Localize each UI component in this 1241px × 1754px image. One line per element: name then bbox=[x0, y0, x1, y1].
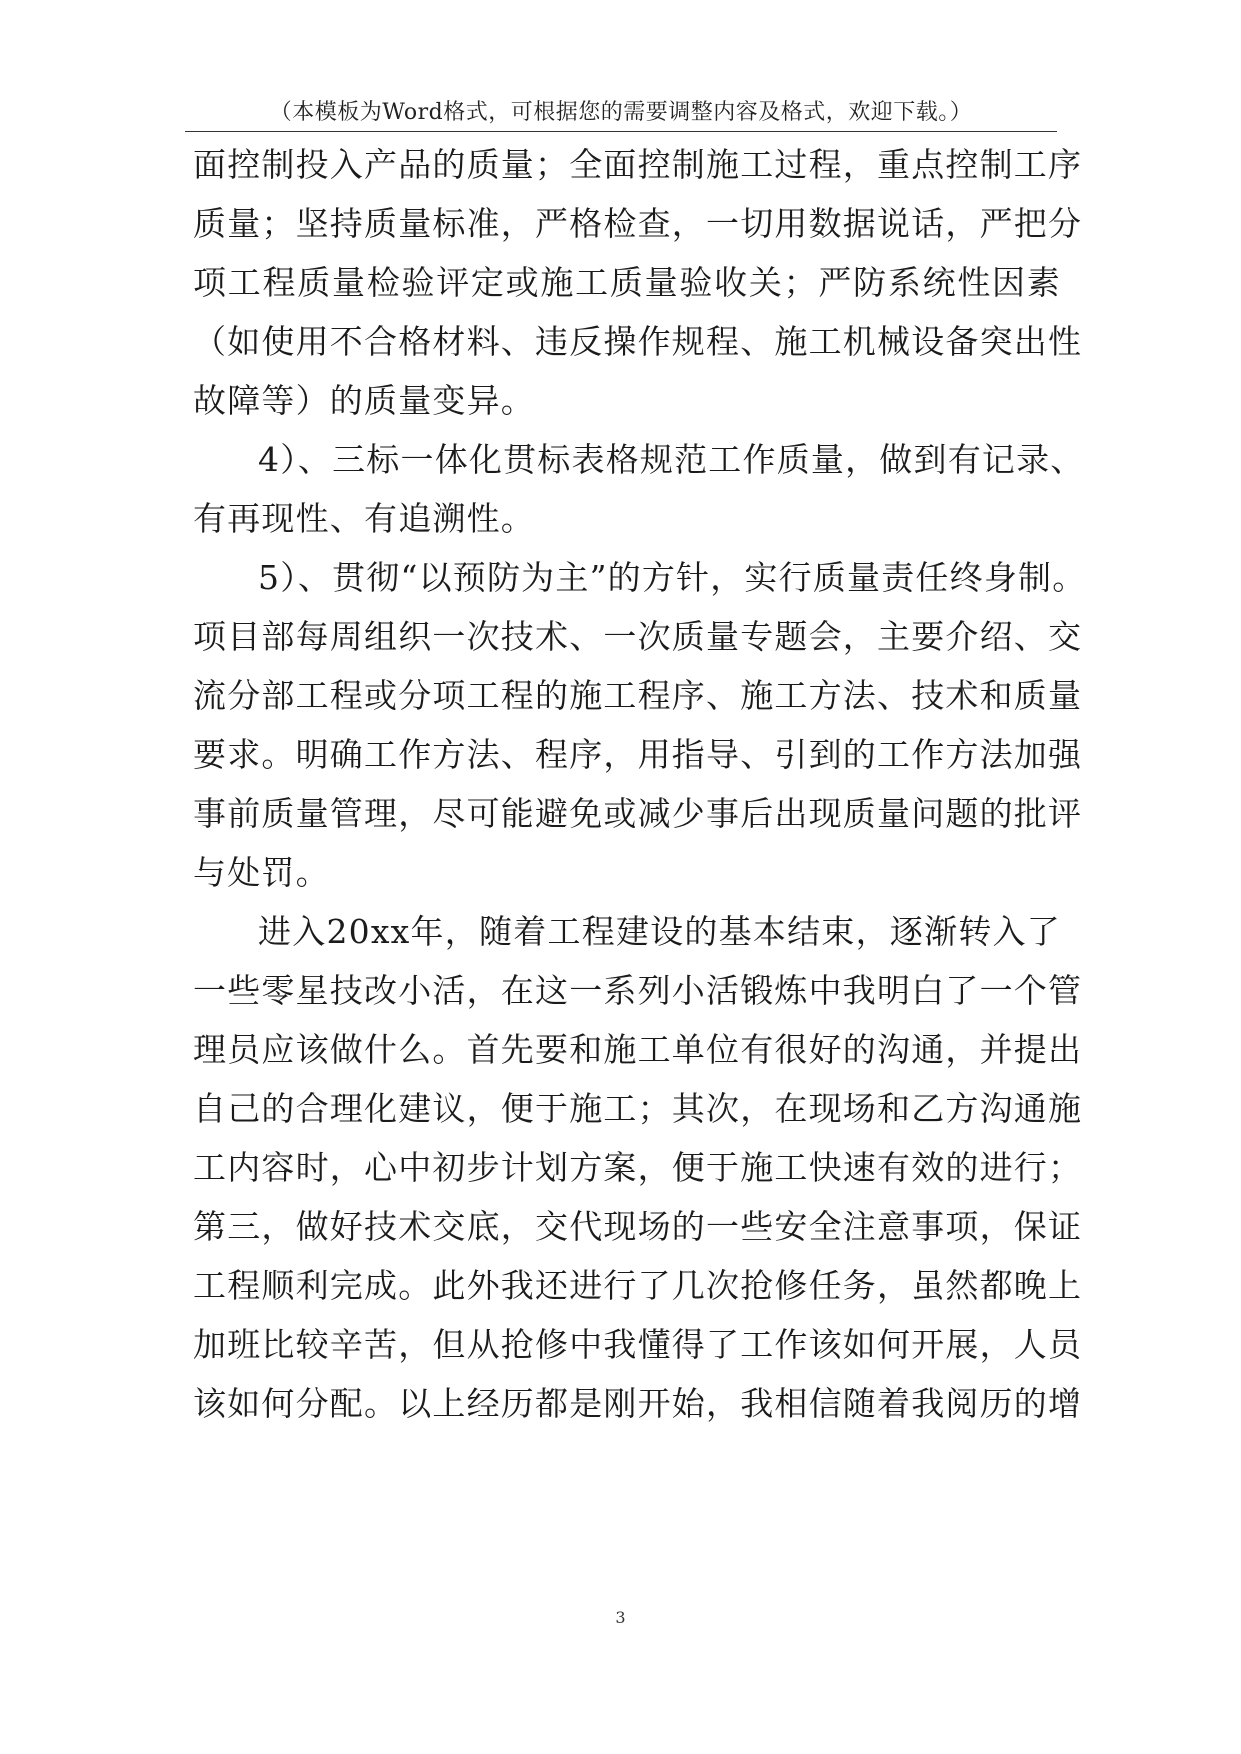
body-line: 故障等）的质量变异。 bbox=[193, 381, 535, 420]
body-line: 与处罚。 bbox=[193, 853, 330, 892]
body-line: 5）、贯彻“以预防为主”的方针，实行质量责任终身制。 bbox=[258, 558, 1087, 597]
body-line: 一些零星技改小活，在这一系列小活锻炼中我明白了一个管 bbox=[193, 971, 1083, 1010]
body-line: （如使用不合格材料、违反操作规程、施工机械设备突出性 bbox=[193, 322, 1083, 361]
body-line: 自己的合理化建议，便于施工；其次，在现场和乙方沟通施 bbox=[193, 1089, 1083, 1128]
body-line: 面控制投入产品的质量；全面控制施工过程，重点控制工序 bbox=[193, 145, 1083, 184]
body-line: 工内容时，心中初步计划方案，便于施工快速有效的进行； bbox=[193, 1148, 1083, 1187]
body-line: 第三，做好技术交底，交代现场的一些安全注意事项，保证 bbox=[193, 1207, 1083, 1246]
template-header-note: （本模板为Word格式，可根据您的需要调整内容及格式，欢迎下载。） bbox=[269, 100, 973, 125]
body-line: 事前质量管理，尽可能避免或减少事后出现质量问题的批评 bbox=[193, 794, 1083, 833]
body-line: 要求。明确工作方法、程序，用指导、引到的工作方法加强 bbox=[193, 735, 1083, 774]
body-line: 该如何分配。以上经历都是刚开始，我相信随着我阅历的增 bbox=[193, 1384, 1083, 1423]
body-line: 加班比较辛苦，但从抢修中我懂得了工作该如何开展，人员 bbox=[193, 1325, 1083, 1364]
body-line: 工程顺利完成。此外我还进行了几次抢修任务，虽然都晚上 bbox=[193, 1266, 1083, 1305]
body-line: 4）、三标一体化贯标表格规范工作质量，做到有记录、 bbox=[258, 440, 1085, 479]
body-line: 进入20xx年，随着工程建设的基本结束，逐渐转入了 bbox=[258, 912, 1061, 951]
body-line: 流分部工程或分项工程的施工程序、施工方法、技术和质量 bbox=[193, 676, 1083, 715]
header-divider bbox=[185, 131, 1057, 132]
body-line: 项目部每周组织一次技术、一次质量专题会，主要介绍、交 bbox=[193, 617, 1083, 656]
page-number: 3 bbox=[615, 1608, 626, 1627]
body-line: 项工程质量检验评定或施工质量验收关；严防系统性因素 bbox=[193, 263, 1061, 302]
body-line: 有再现性、有追溯性。 bbox=[193, 499, 535, 538]
body-line: 质量；坚持质量标准，严格检查，一切用数据说话，严把分 bbox=[193, 204, 1083, 243]
body-line: 理员应该做什么。首先要和施工单位有很好的沟通，并提出 bbox=[193, 1030, 1083, 1069]
